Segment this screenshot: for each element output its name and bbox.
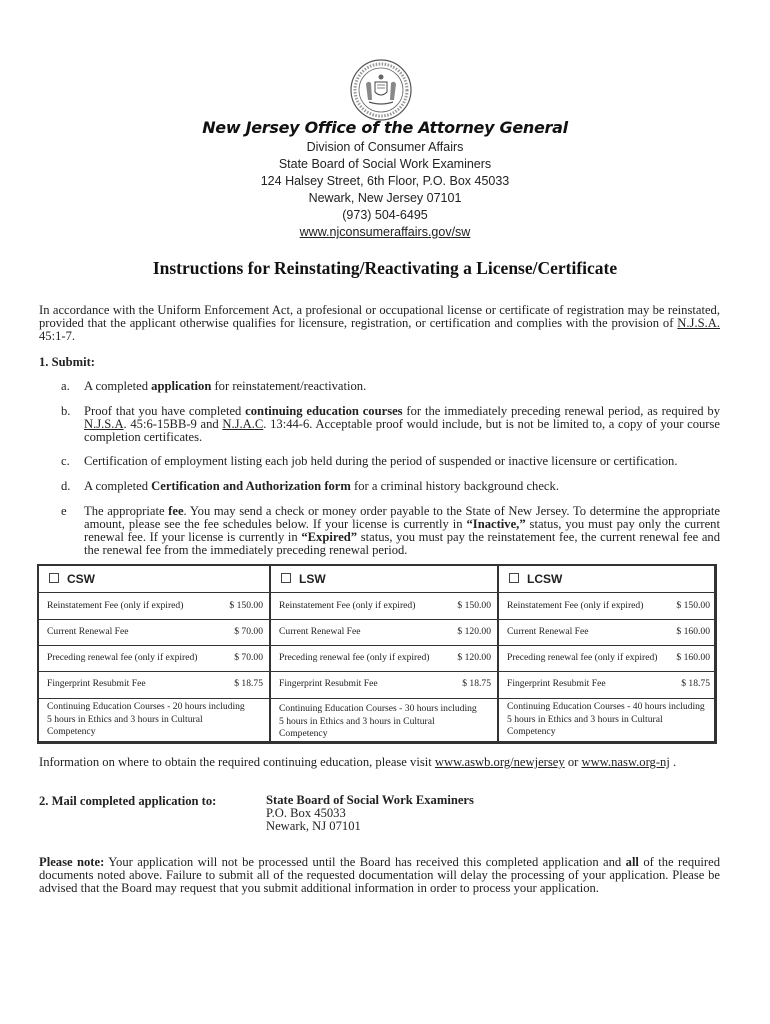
website-link[interactable]: www.njconsumeraffairs.gov/sw — [299, 225, 471, 239]
lcsw-checkbox[interactable] — [509, 573, 519, 583]
ce-requirement: Continuing Education Courses - 40 hours including 5 hours in Ethics and 3 hours in Cultural Competency — [507, 701, 705, 737]
fee-table — [37, 564, 717, 744]
list-item-a: a. A completed application for reinstatement/reactivation. — [61, 379, 367, 393]
page-title: Instructions for Reinstating/Reactivating a License/Certificate — [152, 258, 618, 278]
table-row: Current Renewal Fee $ 160.00 — [499, 620, 716, 646]
table-row: Current Renewal Fee $ 120.00 — [271, 620, 497, 646]
list-item-e: e The appropriate fee. You may send a check or money order payable to the State of New Jersey. To determine the appropriate amount, please see the fee schedules below. If your license is currently in “Inactive,” status, you must pay only the current renewal fee. If your license is currently in “Expired” status, you must pay the reinstatement fee, the current renewal fee and the renewal fee from the immediately preceding renewal period. — [61, 504, 721, 557]
street-address: 124 Halsey Street, 6th Floor, P.O. Box 45033 — [260, 174, 510, 188]
agency-name: New Jersey Office of the Attorney General — [202, 118, 568, 137]
table-row: Fingerprint Resubmit Fee $ 18.75 — [271, 672, 497, 699]
division-name: Division of Consumer Affairs — [306, 140, 464, 154]
mail-address: State Board of Social Work Examiners P.O. Box 45033 Newark, NJ 07101 — [266, 793, 474, 833]
fee-column-lcsw — [499, 566, 716, 741]
mail-heading: 2. Mail completed application to: — [39, 794, 217, 808]
nasw-link[interactable]: www.nasw.org-nj — [581, 755, 670, 769]
csw-checkbox[interactable] — [49, 573, 59, 583]
table-row: Fingerprint Resubmit Fee $ 18.75 — [499, 672, 716, 699]
list-item-d: d. A completed Certification and Authorization form for a criminal history background check. — [61, 479, 559, 493]
table-row: Preceding renewal fee (only if expired) $ 160.00 — [499, 646, 716, 672]
table-row: Reinstatement Fee (only if expired) $ 150.00 — [271, 593, 497, 620]
ce-requirement: Continuing Education Courses - 20 hours including 5 hours in Ethics and 3 hours in Cultural Competency — [47, 701, 245, 737]
lcsw-label: LCSW — [527, 572, 563, 586]
table-row: Preceding renewal fee (only if expired) $ 70.00 — [39, 646, 269, 672]
lsw-label: LSW — [299, 572, 326, 586]
ce-requirement: Continuing Education Courses - 30 hours including 5 hours in Ethics and 3 hours in Cultural Competency — [279, 703, 477, 739]
phone-number: (973) 504-6495 — [342, 208, 428, 222]
list-item-c: c. Certification of employment listing each job held during the period of suspended or inactive licensure or certification. — [61, 454, 678, 468]
csw-label: CSW — [67, 572, 95, 586]
submit-heading: 1. Submit: — [39, 355, 95, 369]
ce-info-paragraph: Information on where to obtain the required continuing education, please visit www.aswb.org/newjersey or www.nasw.org-nj . — [39, 755, 677, 769]
state-seal — [349, 58, 413, 122]
table-row: Reinstatement Fee (only if expired) $ 150.00 — [39, 593, 269, 620]
table-row: Fingerprint Resubmit Fee $ 18.75 — [39, 672, 269, 699]
intro-paragraph: In accordance with the Uniform Enforcement Act, a profesional or occupational license or certificate of registration may be reinstated, provided that the applicant otherwise qualifies for licensure, registration, or certification and complies with the provision of N.J.S.A. 45:1-7. — [39, 303, 720, 343]
statute-ref: N.J.S.A. — [677, 316, 720, 330]
note-paragraph: Please note: Your application will not be processed until the Board has received this completed application and all of the required documents noted above. Failure to submit all of the requested documentation will delay the processing of your application. Please be advised that the Board may request that you submit additional information in order to process your application. — [39, 855, 721, 895]
table-row: Preceding renewal fee (only if expired) $ 120.00 — [271, 646, 497, 672]
board-name: State Board of Social Work Examiners — [278, 157, 492, 171]
fee-column-lsw — [271, 566, 499, 741]
lsw-checkbox[interactable] — [281, 573, 291, 583]
fee-column-csw — [39, 566, 271, 741]
list-item-b: b. Proof that you have completed continuing education courses for the immediately preceding renewal period, as required by N.J.S.A. 45:6-15BB-9 and N.J.A.C. 13:44-6. Acceptable proof would include, but is not be limited to, a copy of your course completion certificates. — [61, 404, 720, 444]
aswb-link[interactable]: www.aswb.org/newjersey — [434, 755, 565, 769]
city-address: Newark, New Jersey 07101 — [308, 191, 462, 205]
table-row: Current Renewal Fee $ 70.00 — [39, 620, 269, 646]
table-row: Reinstatement Fee (only if expired) $ 150.00 — [499, 593, 716, 620]
